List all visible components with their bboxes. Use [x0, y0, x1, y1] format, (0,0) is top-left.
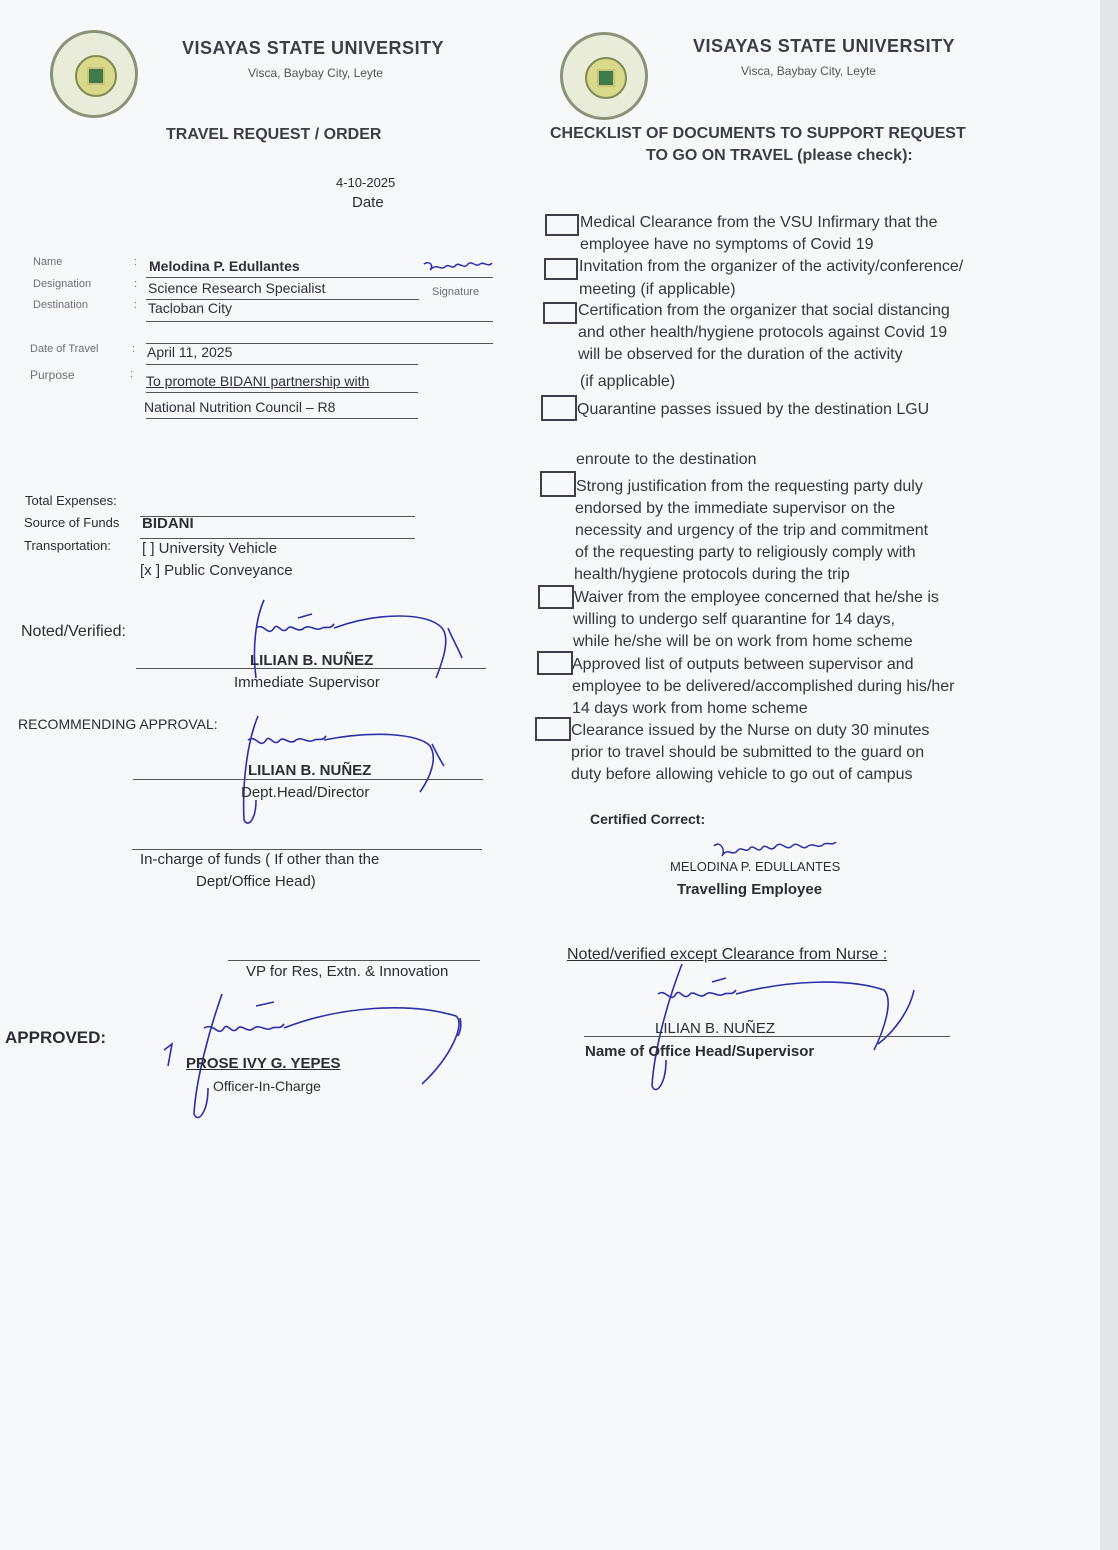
checkbox-invitation[interactable] [544, 258, 578, 280]
certified-correct-label: Certified Correct: [590, 811, 706, 827]
checkbox-certification[interactable] [543, 302, 577, 324]
transport-option-university-vehicle: [ ] University Vehicle [142, 540, 278, 557]
checklist-item-waiver-line3: while he/she will be on work from home scheme [573, 633, 913, 650]
purpose-label: Purpose [30, 368, 75, 382]
checkbox-waiver[interactable] [538, 585, 574, 609]
funds-label-line2: Dept/Office Head) [196, 873, 316, 890]
total-expenses-label: Total Expenses: [25, 493, 117, 508]
source-of-funds-value: BIDANI [142, 515, 194, 532]
checklist-item-strong-justification-line4: of the requesting party to religiously comply with [575, 544, 916, 561]
purpose-line1: To promote BIDANI partnership with [146, 373, 370, 389]
noted-name: LILIAN B. NUÑEZ [250, 652, 374, 669]
noted-title: Immediate Supervisor [234, 674, 380, 691]
field-colon: : [134, 299, 138, 311]
destination-underline [146, 321, 493, 322]
checklist-item-nurse-clearance: Clearance issued by the Nurse on duty 30 minutes [571, 722, 930, 739]
checklist-item-strong-justification-line5: health/hygiene protocols during the trip [574, 566, 850, 583]
field-colon: : [134, 278, 138, 290]
recommending-signature-line [133, 779, 483, 780]
checklist-item-quarantine-passes: Quarantine passes issued by the destination LGU [577, 401, 930, 418]
vp-title: VP for Res, Extn. & Innovation [246, 963, 449, 980]
checklist-item-approved-outputs-line2: employee to be delivered/accomplished during his/her [572, 678, 955, 695]
noted-except-label: Noted/verified except Clearance from Nurse : [567, 946, 888, 963]
checkbox-quarantine-passes[interactable] [541, 395, 577, 421]
checklist-item-certification-line3: will be observed for the duration of the activity [578, 346, 903, 363]
approver-title: Officer-In-Charge [213, 1078, 321, 1094]
field-colon: : [134, 256, 138, 268]
office-head-title: Name of Office Head/Supervisor [585, 1043, 815, 1060]
university-address: Visca, Baybay City, Leyte [741, 64, 876, 78]
checklist-item-medical-clearance: Medical Clearance from the VSU Infirmary that the [580, 214, 938, 231]
transportation-label: Transportation: [24, 538, 111, 553]
name-label: Name [33, 256, 63, 268]
funds-signature-line [132, 849, 482, 850]
name-value: Melodina P. Edullantes [149, 258, 300, 274]
date-of-travel-label: Date of Travel [30, 343, 99, 355]
field-colon: : [130, 368, 134, 380]
checklist-item-strong-justification: Strong justification from the requesting party duly [576, 478, 923, 495]
university-name: VISAYAS STATE UNIVERSITY [182, 38, 445, 58]
checklist-item-approved-outputs: Approved list of outputs between supervisor and [572, 656, 914, 673]
purpose-underline [146, 392, 418, 393]
source-of-funds-underline [140, 538, 415, 539]
checklist-item-waiver-line2: willing to undergo self quarantine for 14 days, [573, 611, 895, 628]
university-name: VISAYAS STATE UNIVERSITY [693, 36, 956, 56]
signature-label: Signature [432, 286, 480, 298]
university-seal-logo [560, 32, 648, 120]
university-address: Visca, Baybay City, Leyte [248, 66, 383, 80]
office-head-name: LILIAN B. NUÑEZ [655, 1020, 776, 1037]
checklist-item-certification-line2: and other health/hygiene protocols against Covid 19 [578, 324, 948, 341]
destination-label: Destination [33, 299, 89, 311]
approved-label: APPROVED: [5, 1028, 107, 1047]
purpose-line2: National Nutrition Council – R8 [144, 399, 336, 415]
checklist-item-medical-clearance-line2: employee have no symptoms of Covid 19 [580, 236, 874, 253]
date-value: 4-10-2025 [336, 175, 396, 190]
name-underline [146, 277, 493, 278]
checklist-item-quarantine-passes-line2: enroute to the destination [576, 451, 757, 468]
form-title: TRAVEL REQUEST / ORDER [166, 126, 382, 143]
page-edge [1100, 0, 1118, 1550]
checkbox-nurse-clearance[interactable] [535, 717, 571, 741]
checklist-item-waiver: Waiver from the employee concerned that he/she is [574, 589, 939, 606]
checklist-title-line2: TO GO ON TRAVEL (please check): [646, 147, 913, 164]
checklist-item-strong-justification-line2: endorsed by the immediate supervisor on the [575, 500, 896, 517]
funds-label-line1: In-charge of funds ( If other than the [140, 851, 380, 868]
date-of-travel-value: April 11, 2025 [147, 344, 233, 360]
checklist-item-nurse-clearance-line3: duty before allowing vehicle to go out of campus [571, 766, 913, 783]
certified-title: Travelling Employee [677, 881, 823, 898]
certified-name: MELODINA P. EDULLANTES [670, 859, 841, 874]
date-label: Date [352, 194, 384, 211]
checklist-item-invitation-line2: meeting (if applicable) [579, 281, 736, 298]
checklist-item-certification-line4: (if applicable) [580, 373, 676, 390]
checkbox-medical-clearance[interactable] [545, 214, 579, 236]
destination-value: Tacloban City [148, 300, 233, 316]
checklist-item-approved-outputs-line3: 14 days work from home scheme [572, 700, 808, 717]
noted-verified-label: Noted/Verified: [21, 623, 126, 640]
field-colon: : [132, 343, 136, 355]
checkbox-approved-outputs[interactable] [537, 651, 573, 675]
checklist-item-certification: Certification from the organizer that social distancing [578, 302, 950, 319]
checkbox-strong-justification[interactable] [540, 471, 576, 497]
checklist-item-strong-justification-line3: necessity and urgency of the trip and commitment [575, 522, 929, 539]
transport-option-public-conveyance: [x ] Public Conveyance [140, 562, 293, 579]
purpose-underline-2 [146, 418, 418, 419]
vp-signature-line [228, 960, 480, 961]
designation-value: Science Research Specialist [148, 280, 326, 296]
checklist-item-invitation: Invitation from the organizer of the activity/conference/ [579, 258, 964, 275]
designation-label: Designation [33, 278, 92, 290]
recommending-name: LILIAN B. NUÑEZ [248, 762, 372, 779]
date-of-travel-underline [146, 364, 418, 365]
recommending-approval-label: RECOMMENDING APPROVAL: [18, 716, 218, 732]
checklist-title: CHECKLIST OF DOCUMENTS TO SUPPORT REQUEST [550, 125, 966, 142]
employee-signature [420, 256, 500, 282]
source-of-funds-label: Source of Funds [24, 515, 120, 530]
university-seal-logo [50, 30, 138, 118]
recommending-title: Dept.Head/Director [241, 784, 370, 801]
approver-name: PROSE IVY G. YEPES [186, 1055, 341, 1072]
checklist-item-nurse-clearance-line2: prior to travel should be submitted to the guard on [571, 744, 925, 761]
